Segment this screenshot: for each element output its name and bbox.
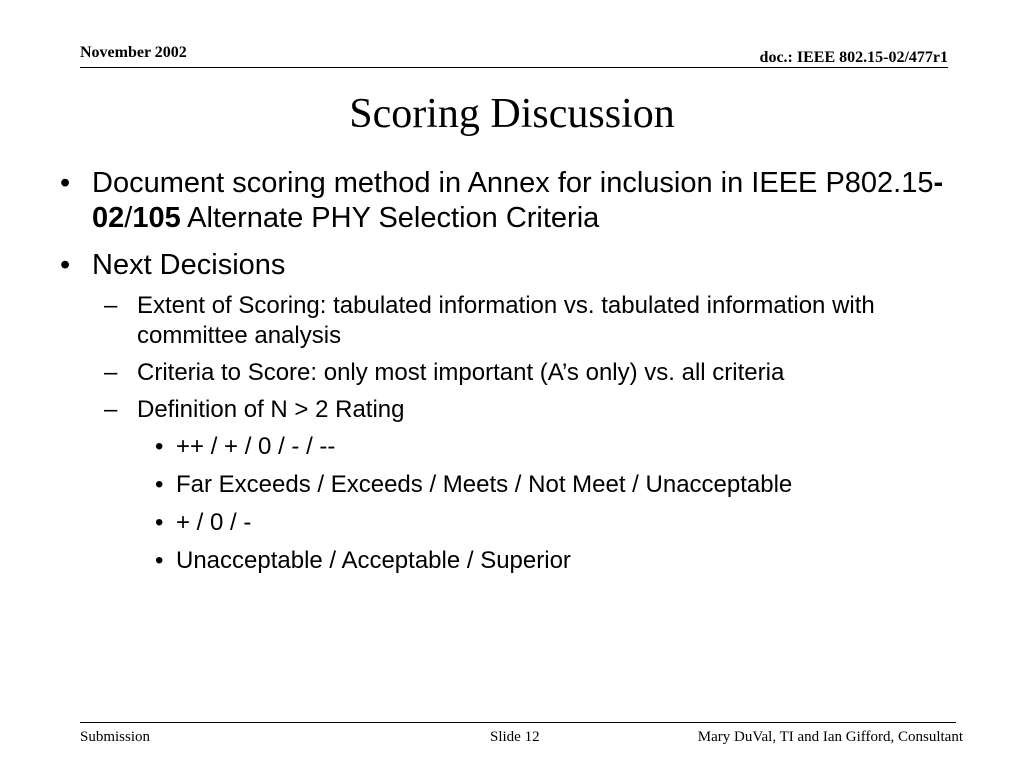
sub-bullet-text: Definition of N > 2 Rating [137, 396, 405, 423]
header-doc-id: doc.: IEEE 802.15-02/477r1 [759, 49, 948, 66]
bullet-marker: • [60, 167, 71, 199]
bullet-item [60, 248, 980, 283]
sub-bullet-item [104, 291, 980, 351]
footer-authors: Mary DuVal, TI and Ian Gifford, Consultant [697, 729, 963, 745]
bullet-text-pre: Document scoring method in Annex for inclusion in IEEE P802.15 [92, 167, 934, 199]
bullet-marker: • [155, 547, 164, 574]
header-rule [80, 67, 948, 68]
bullet-marker: • [155, 433, 164, 460]
sub-sub-bullet-item [155, 508, 980, 538]
sub-bullet-text: Criteria to Score: only most important (A’s only) vs. all criteria [137, 359, 785, 386]
sub-bullet-item [104, 395, 980, 425]
sub-sub-bullet-item [155, 470, 980, 500]
header-date: November 2002 [80, 44, 187, 61]
bullet-text-post: Alternate PHY Selection Criteria [180, 202, 600, 234]
sub-bullet-text: Extent of Scoring: tabulated information vs. tabulated information with committee analysis [137, 292, 875, 349]
dash-marker: – [104, 396, 118, 423]
sub-sub-bullet-item [155, 432, 980, 462]
sub-sub-bullet-text: Unacceptable / Acceptable / Superior [176, 547, 571, 574]
footer-slide-number: Slide 12 [490, 729, 540, 745]
sub-sub-bullet-text: Far Exceeds / Exceeds / Meets / Not Meet / Unacceptable [176, 471, 793, 498]
slide-body [60, 166, 980, 584]
slide-title: Scoring Discussion [349, 91, 675, 137]
bullet-item [60, 166, 980, 236]
footer-rule [80, 722, 956, 723]
bullet-marker: • [60, 249, 71, 281]
bullet-marker: • [155, 471, 164, 498]
sub-sub-bullet-item [155, 546, 980, 576]
bullet-marker: • [155, 509, 164, 536]
footer-left: Submission [80, 729, 151, 745]
bullet-text: Next Decisions [92, 249, 286, 281]
sub-bullet-item [104, 358, 980, 388]
bullet-text-bold: -02 [92, 167, 944, 234]
dash-marker: – [104, 292, 118, 319]
dash-marker: – [104, 359, 118, 386]
bullet-text-bold: 105 [132, 202, 181, 234]
bullet-text-sep: / [124, 202, 133, 234]
sub-sub-bullet-text: + / 0 / - [176, 509, 252, 536]
sub-sub-bullet-text: ++ / + / 0 / - / -- [176, 433, 336, 460]
